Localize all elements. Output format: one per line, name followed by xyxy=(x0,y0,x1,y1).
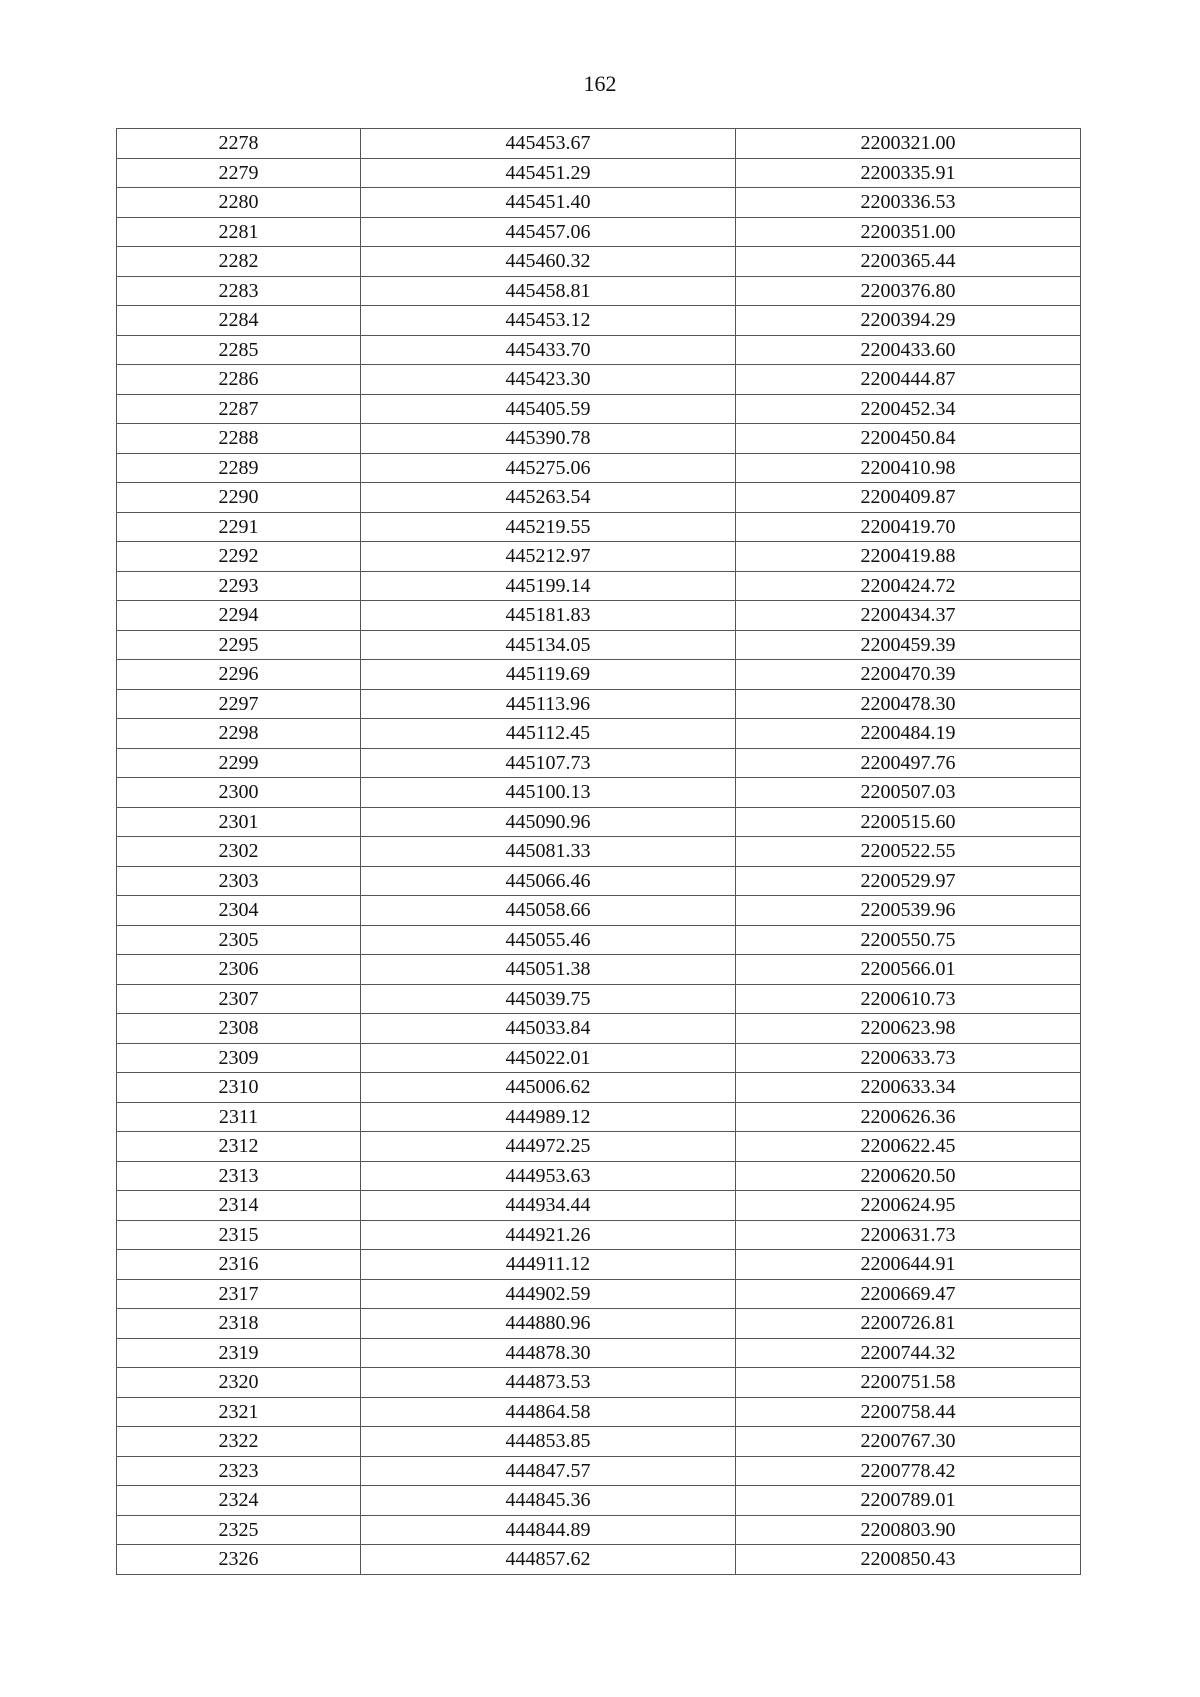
table-row xyxy=(117,1515,1081,1545)
point-number-cell: 2295 xyxy=(117,630,361,660)
coordinates-table-body xyxy=(117,129,1081,1575)
x-coordinate-cell: 445405.59 xyxy=(361,394,736,424)
table-row xyxy=(117,276,1081,306)
x-coordinate-cell: 444902.59 xyxy=(361,1279,736,1309)
table-row xyxy=(117,1102,1081,1132)
x-coordinate-cell: 445433.70 xyxy=(361,335,736,365)
table-row xyxy=(117,896,1081,926)
point-number-cell: 2279 xyxy=(117,158,361,188)
y-coordinate-cell: 2200778.42 xyxy=(736,1456,1081,1486)
point-number-cell: 2316 xyxy=(117,1250,361,1280)
x-coordinate-cell: 445033.84 xyxy=(361,1014,736,1044)
point-number-cell: 2323 xyxy=(117,1456,361,1486)
y-coordinate-cell: 2200803.90 xyxy=(736,1515,1081,1545)
y-coordinate-cell: 2200515.60 xyxy=(736,807,1081,837)
y-coordinate-cell: 2200459.39 xyxy=(736,630,1081,660)
y-coordinate-cell: 2200484.19 xyxy=(736,719,1081,749)
x-coordinate-cell: 445090.96 xyxy=(361,807,736,837)
x-coordinate-cell: 444989.12 xyxy=(361,1102,736,1132)
y-coordinate-cell: 2200452.34 xyxy=(736,394,1081,424)
point-number-cell: 2325 xyxy=(117,1515,361,1545)
y-coordinate-cell: 2200365.44 xyxy=(736,247,1081,277)
x-coordinate-cell: 445275.06 xyxy=(361,453,736,483)
point-number-cell: 2308 xyxy=(117,1014,361,1044)
table-row xyxy=(117,571,1081,601)
x-coordinate-cell: 444911.12 xyxy=(361,1250,736,1280)
point-number-cell: 2311 xyxy=(117,1102,361,1132)
y-coordinate-cell: 2200758.44 xyxy=(736,1397,1081,1427)
y-coordinate-cell: 2200419.70 xyxy=(736,512,1081,542)
x-coordinate-cell: 445219.55 xyxy=(361,512,736,542)
x-coordinate-cell: 445263.54 xyxy=(361,483,736,513)
table-row xyxy=(117,542,1081,572)
y-coordinate-cell: 2200470.39 xyxy=(736,660,1081,690)
y-coordinate-cell: 2200409.87 xyxy=(736,483,1081,513)
table-row xyxy=(117,1456,1081,1486)
point-number-cell: 2301 xyxy=(117,807,361,837)
x-coordinate-cell: 445113.96 xyxy=(361,689,736,719)
table-row xyxy=(117,129,1081,159)
table-row xyxy=(117,984,1081,1014)
table-row xyxy=(117,306,1081,336)
x-coordinate-cell: 445066.46 xyxy=(361,866,736,896)
table-row xyxy=(117,837,1081,867)
x-coordinate-cell: 445460.32 xyxy=(361,247,736,277)
x-coordinate-cell: 445451.29 xyxy=(361,158,736,188)
table-row xyxy=(117,601,1081,631)
table-row xyxy=(117,158,1081,188)
x-coordinate-cell: 445199.14 xyxy=(361,571,736,601)
point-number-cell: 2314 xyxy=(117,1191,361,1221)
y-coordinate-cell: 2200767.30 xyxy=(736,1427,1081,1457)
y-coordinate-cell: 2200633.73 xyxy=(736,1043,1081,1073)
table-row xyxy=(117,1486,1081,1516)
point-number-cell: 2318 xyxy=(117,1309,361,1339)
y-coordinate-cell: 2200351.00 xyxy=(736,217,1081,247)
point-number-cell: 2320 xyxy=(117,1368,361,1398)
table-row xyxy=(117,778,1081,808)
table-row xyxy=(117,1043,1081,1073)
y-coordinate-cell: 2200633.34 xyxy=(736,1073,1081,1103)
x-coordinate-cell: 445081.33 xyxy=(361,837,736,867)
point-number-cell: 2313 xyxy=(117,1161,361,1191)
table-row xyxy=(117,1427,1081,1457)
x-coordinate-cell: 445112.45 xyxy=(361,719,736,749)
x-coordinate-cell: 444844.89 xyxy=(361,1515,736,1545)
table-row xyxy=(117,1132,1081,1162)
point-number-cell: 2283 xyxy=(117,276,361,306)
point-number-cell: 2326 xyxy=(117,1545,361,1575)
table-row xyxy=(117,1220,1081,1250)
y-coordinate-cell: 2200669.47 xyxy=(736,1279,1081,1309)
x-coordinate-cell: 445458.81 xyxy=(361,276,736,306)
point-number-cell: 2280 xyxy=(117,188,361,218)
point-number-cell: 2294 xyxy=(117,601,361,631)
y-coordinate-cell: 2200450.84 xyxy=(736,424,1081,454)
point-number-cell: 2281 xyxy=(117,217,361,247)
x-coordinate-cell: 444934.44 xyxy=(361,1191,736,1221)
y-coordinate-cell: 2200624.95 xyxy=(736,1191,1081,1221)
table-row xyxy=(117,188,1081,218)
point-number-cell: 2307 xyxy=(117,984,361,1014)
table-row xyxy=(117,1397,1081,1427)
table-row xyxy=(117,247,1081,277)
point-number-cell: 2315 xyxy=(117,1220,361,1250)
x-coordinate-cell: 445100.13 xyxy=(361,778,736,808)
table-row xyxy=(117,1161,1081,1191)
table-row xyxy=(117,512,1081,542)
table-row xyxy=(117,689,1081,719)
y-coordinate-cell: 2200566.01 xyxy=(736,955,1081,985)
y-coordinate-cell: 2200644.91 xyxy=(736,1250,1081,1280)
table-row xyxy=(117,1191,1081,1221)
table-row xyxy=(117,807,1081,837)
table-row xyxy=(117,955,1081,985)
x-coordinate-cell: 445134.05 xyxy=(361,630,736,660)
point-number-cell: 2286 xyxy=(117,365,361,395)
point-number-cell: 2284 xyxy=(117,306,361,336)
x-coordinate-cell: 444845.36 xyxy=(361,1486,736,1516)
coordinates-table xyxy=(116,128,1081,1575)
y-coordinate-cell: 2200789.01 xyxy=(736,1486,1081,1516)
x-coordinate-cell: 445423.30 xyxy=(361,365,736,395)
y-coordinate-cell: 2200321.00 xyxy=(736,129,1081,159)
table-row xyxy=(117,1309,1081,1339)
y-coordinate-cell: 2200623.98 xyxy=(736,1014,1081,1044)
point-number-cell: 2324 xyxy=(117,1486,361,1516)
point-number-cell: 2302 xyxy=(117,837,361,867)
x-coordinate-cell: 444921.26 xyxy=(361,1220,736,1250)
y-coordinate-cell: 2200744.32 xyxy=(736,1338,1081,1368)
x-coordinate-cell: 444853.85 xyxy=(361,1427,736,1457)
table-row xyxy=(117,1545,1081,1575)
point-number-cell: 2312 xyxy=(117,1132,361,1162)
y-coordinate-cell: 2200626.36 xyxy=(736,1102,1081,1132)
x-coordinate-cell: 445006.62 xyxy=(361,1073,736,1103)
point-number-cell: 2319 xyxy=(117,1338,361,1368)
point-number-cell: 2304 xyxy=(117,896,361,926)
point-number-cell: 2278 xyxy=(117,129,361,159)
y-coordinate-cell: 2200620.50 xyxy=(736,1161,1081,1191)
point-number-cell: 2317 xyxy=(117,1279,361,1309)
table-row xyxy=(117,217,1081,247)
y-coordinate-cell: 2200394.29 xyxy=(736,306,1081,336)
y-coordinate-cell: 2200497.76 xyxy=(736,748,1081,778)
y-coordinate-cell: 2200539.96 xyxy=(736,896,1081,926)
point-number-cell: 2300 xyxy=(117,778,361,808)
y-coordinate-cell: 2200850.43 xyxy=(736,1545,1081,1575)
y-coordinate-cell: 2200424.72 xyxy=(736,571,1081,601)
point-number-cell: 2289 xyxy=(117,453,361,483)
y-coordinate-cell: 2200419.88 xyxy=(736,542,1081,572)
point-number-cell: 2296 xyxy=(117,660,361,690)
x-coordinate-cell: 445453.12 xyxy=(361,306,736,336)
table-row xyxy=(117,394,1081,424)
point-number-cell: 2282 xyxy=(117,247,361,277)
y-coordinate-cell: 2200550.75 xyxy=(736,925,1081,955)
y-coordinate-cell: 2200336.53 xyxy=(736,188,1081,218)
point-number-cell: 2297 xyxy=(117,689,361,719)
y-coordinate-cell: 2200434.37 xyxy=(736,601,1081,631)
y-coordinate-cell: 2200631.73 xyxy=(736,1220,1081,1250)
x-coordinate-cell: 445457.06 xyxy=(361,217,736,247)
y-coordinate-cell: 2200751.58 xyxy=(736,1368,1081,1398)
x-coordinate-cell: 444972.25 xyxy=(361,1132,736,1162)
table-row xyxy=(117,719,1081,749)
x-coordinate-cell: 445039.75 xyxy=(361,984,736,1014)
table-row xyxy=(117,1250,1081,1280)
y-coordinate-cell: 2200522.55 xyxy=(736,837,1081,867)
point-number-cell: 2298 xyxy=(117,719,361,749)
y-coordinate-cell: 2200376.80 xyxy=(736,276,1081,306)
table-row xyxy=(117,365,1081,395)
table-row xyxy=(117,1368,1081,1398)
point-number-cell: 2291 xyxy=(117,512,361,542)
x-coordinate-cell: 445051.38 xyxy=(361,955,736,985)
page-number: 162 xyxy=(583,71,617,96)
point-number-cell: 2305 xyxy=(117,925,361,955)
x-coordinate-cell: 445451.40 xyxy=(361,188,736,218)
table-row xyxy=(117,1014,1081,1044)
point-number-cell: 2310 xyxy=(117,1073,361,1103)
table-row xyxy=(117,1073,1081,1103)
point-number-cell: 2288 xyxy=(117,424,361,454)
x-coordinate-cell: 445453.67 xyxy=(361,129,736,159)
table-row xyxy=(117,925,1081,955)
table-row xyxy=(117,630,1081,660)
y-coordinate-cell: 2200410.98 xyxy=(736,453,1081,483)
table-row xyxy=(117,453,1081,483)
point-number-cell: 2285 xyxy=(117,335,361,365)
x-coordinate-cell: 444953.63 xyxy=(361,1161,736,1191)
x-coordinate-cell: 444864.58 xyxy=(361,1397,736,1427)
table-row xyxy=(117,660,1081,690)
y-coordinate-cell: 2200335.91 xyxy=(736,158,1081,188)
x-coordinate-cell: 444878.30 xyxy=(361,1338,736,1368)
y-coordinate-cell: 2200610.73 xyxy=(736,984,1081,1014)
table-row xyxy=(117,335,1081,365)
y-coordinate-cell: 2200444.87 xyxy=(736,365,1081,395)
point-number-cell: 2303 xyxy=(117,866,361,896)
y-coordinate-cell: 2200726.81 xyxy=(736,1309,1081,1339)
point-number-cell: 2306 xyxy=(117,955,361,985)
x-coordinate-cell: 445022.01 xyxy=(361,1043,736,1073)
point-number-cell: 2287 xyxy=(117,394,361,424)
x-coordinate-cell: 445181.83 xyxy=(361,601,736,631)
y-coordinate-cell: 2200478.30 xyxy=(736,689,1081,719)
x-coordinate-cell: 445212.97 xyxy=(361,542,736,572)
x-coordinate-cell: 445107.73 xyxy=(361,748,736,778)
table-row xyxy=(117,1338,1081,1368)
table-row xyxy=(117,424,1081,454)
x-coordinate-cell: 445119.69 xyxy=(361,660,736,690)
point-number-cell: 2293 xyxy=(117,571,361,601)
point-number-cell: 2309 xyxy=(117,1043,361,1073)
point-number-cell: 2299 xyxy=(117,748,361,778)
point-number-cell: 2290 xyxy=(117,483,361,513)
point-number-cell: 2292 xyxy=(117,542,361,572)
x-coordinate-cell: 445058.66 xyxy=(361,896,736,926)
point-number-cell: 2321 xyxy=(117,1397,361,1427)
x-coordinate-cell: 445390.78 xyxy=(361,424,736,454)
y-coordinate-cell: 2200507.03 xyxy=(736,778,1081,808)
y-coordinate-cell: 2200433.60 xyxy=(736,335,1081,365)
table-row xyxy=(117,866,1081,896)
y-coordinate-cell: 2200622.45 xyxy=(736,1132,1081,1162)
point-number-cell: 2322 xyxy=(117,1427,361,1457)
x-coordinate-cell: 445055.46 xyxy=(361,925,736,955)
x-coordinate-cell: 444873.53 xyxy=(361,1368,736,1398)
x-coordinate-cell: 444880.96 xyxy=(361,1309,736,1339)
x-coordinate-cell: 444857.62 xyxy=(361,1545,736,1575)
y-coordinate-cell: 2200529.97 xyxy=(736,866,1081,896)
table-row xyxy=(117,483,1081,513)
x-coordinate-cell: 444847.57 xyxy=(361,1456,736,1486)
table-row xyxy=(117,748,1081,778)
table-row xyxy=(117,1279,1081,1309)
